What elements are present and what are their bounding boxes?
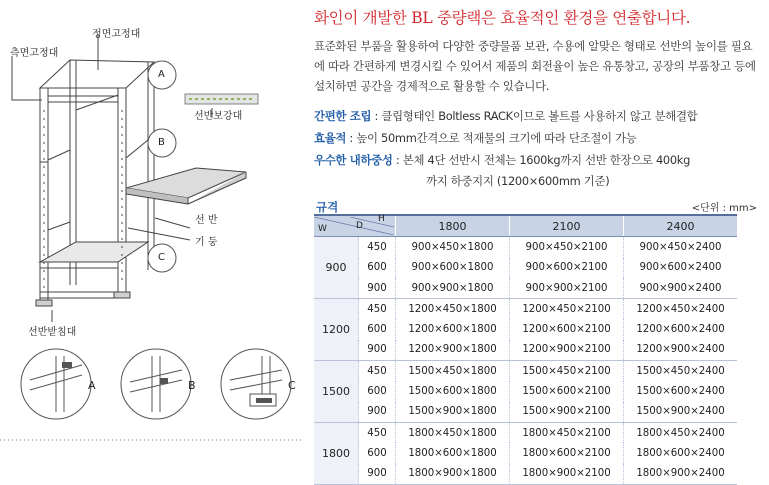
size-cell: 1500×900×1800 bbox=[396, 402, 510, 423]
size-cell: 1500×600×2100 bbox=[510, 381, 624, 401]
spec-unit: <단위 : mm> bbox=[691, 203, 757, 214]
size-cell: 900×450×1800 bbox=[396, 237, 510, 258]
height-col-2100: 2100 bbox=[510, 215, 624, 237]
width-cell: 1200 bbox=[314, 299, 359, 361]
size-cell: 1800×900×2400 bbox=[624, 464, 738, 485]
size-cell: 1500×600×2400 bbox=[624, 381, 738, 401]
size-cell: 900×600×2100 bbox=[510, 258, 624, 278]
detail-b-label: B bbox=[188, 379, 196, 392]
table-row bbox=[314, 402, 737, 423]
depth-cell: 600 bbox=[359, 381, 396, 401]
width-cell: 1800 bbox=[314, 422, 359, 484]
width-cell: 900 bbox=[314, 237, 359, 299]
detail-a-label: A bbox=[88, 379, 96, 392]
table-row bbox=[314, 443, 737, 463]
size-cell: 1800×600×2400 bbox=[624, 443, 738, 463]
feature-efficiency bbox=[314, 130, 637, 146]
spec-corner bbox=[314, 215, 396, 237]
product-info bbox=[304, 0, 769, 483]
depth-cell: 900 bbox=[359, 402, 396, 423]
size-cell: 900×600×2400 bbox=[624, 258, 738, 278]
size-cell: 1200×600×1800 bbox=[396, 319, 510, 339]
table-row bbox=[314, 278, 737, 299]
depth-cell: 900 bbox=[359, 340, 396, 361]
feature-title: 우수한 내하중성 bbox=[314, 153, 393, 167]
size-cell: 900×900×2100 bbox=[510, 278, 624, 299]
feature-text: : 본체 4단 선반시 전체는 1600kg까지 선반 한장으로 400kg bbox=[392, 153, 691, 167]
feature-assembly bbox=[314, 108, 697, 124]
label-shelf-reinforcement: 선반보강대 bbox=[194, 111, 243, 122]
depth-cell: 600 bbox=[359, 443, 396, 463]
table-row bbox=[314, 381, 737, 401]
depth-cell: 900 bbox=[359, 278, 396, 299]
table-row bbox=[314, 258, 737, 278]
feature-title: 효율적 bbox=[314, 131, 347, 145]
size-cell: 900×900×1800 bbox=[396, 278, 510, 299]
depth-cell: 900 bbox=[359, 464, 396, 485]
size-cell: 1500×600×1800 bbox=[396, 381, 510, 401]
label-shelf: 선 반 bbox=[195, 215, 218, 226]
size-cell: 1200×450×2100 bbox=[510, 299, 624, 320]
size-cell: 900×450×2400 bbox=[624, 237, 738, 258]
feature-load bbox=[314, 152, 690, 168]
feature-title: 간편한 조립 bbox=[314, 109, 372, 123]
size-cell: 1800×900×2100 bbox=[510, 464, 624, 485]
table-row bbox=[314, 319, 737, 339]
depth-cell: 450 bbox=[359, 361, 396, 382]
size-cell: 900×600×1800 bbox=[396, 258, 510, 278]
intro-paragraph: 표준화된 부품을 활용하여 다양한 중량물품 보관, 수용에 알맞은 형태로 선반의 높이를 필요에 따라 간편하게 변경시킬 수 있어서 제품의 회전율이 높은 유통창고, 공장의 부품창고 등에 설치하면 공간을 경제적으로 활용할 수 있습니다. bbox=[314, 39, 756, 93]
depth-cell: 450 bbox=[359, 237, 396, 258]
depth-cell: 450 bbox=[359, 299, 396, 320]
rack-illustration bbox=[0, 0, 304, 483]
depth-cell: 600 bbox=[359, 319, 396, 339]
size-cell: 1500×450×2100 bbox=[510, 361, 624, 382]
width-cell: 1500 bbox=[314, 361, 359, 423]
table-row bbox=[314, 361, 737, 382]
depth-cell: 450 bbox=[359, 422, 396, 443]
depth-cell: 600 bbox=[359, 258, 396, 278]
size-cell: 1500×450×1800 bbox=[396, 361, 510, 382]
marker-b: B bbox=[158, 137, 165, 148]
size-cell: 1200×900×2100 bbox=[510, 340, 624, 361]
marker-a: A bbox=[158, 69, 165, 80]
size-cell: 1200×450×2400 bbox=[624, 299, 738, 320]
size-cell: 1800×600×2100 bbox=[510, 443, 624, 463]
spec-table bbox=[314, 214, 737, 485]
axis-h: H bbox=[378, 214, 385, 224]
spec-title: 규격 bbox=[316, 200, 339, 214]
feature-text: : 높이 50mm간격으로 적재물의 크기에 따라 단조절이 가능 bbox=[346, 131, 637, 145]
size-cell: 1800×600×1800 bbox=[396, 443, 510, 463]
size-cell: 1500×900×2400 bbox=[624, 402, 738, 423]
table-row bbox=[314, 422, 737, 443]
detail-c-label: C bbox=[288, 379, 296, 392]
spec-header-row bbox=[314, 215, 737, 237]
feature-load-continued: 까지 하중지지 (1200×600mm 기준) bbox=[426, 174, 610, 188]
size-cell: 1800×450×1800 bbox=[396, 422, 510, 443]
size-cell: 1800×450×2100 bbox=[510, 422, 624, 443]
spec-body bbox=[314, 237, 737, 485]
size-cell: 1500×450×2400 bbox=[624, 361, 738, 382]
table-row bbox=[314, 237, 737, 258]
label-side-frame: 측면고정대 bbox=[10, 48, 59, 59]
size-cell: 900×900×2400 bbox=[624, 278, 738, 299]
table-row bbox=[314, 340, 737, 361]
size-cell: 1200×600×2400 bbox=[624, 319, 738, 339]
size-cell: 1500×900×2100 bbox=[510, 402, 624, 423]
size-cell: 1800×450×2400 bbox=[624, 422, 738, 443]
size-cell: 1200×900×1800 bbox=[396, 340, 510, 361]
axis-w: W bbox=[318, 224, 327, 234]
label-shelf-support: 선반받침대 bbox=[28, 327, 77, 338]
size-cell: 900×450×2100 bbox=[510, 237, 624, 258]
label-front-frame: 정면고정대 bbox=[92, 29, 141, 40]
table-row bbox=[314, 464, 737, 485]
marker-c: C bbox=[158, 252, 165, 263]
feature-text: : 클립형태인 Boltless RACK이므로 볼트를 사용하지 않고 분해결합 bbox=[371, 109, 698, 123]
headline: 화인이 개발한 BL 중량랙은 효율적인 환경을 연출합니다. bbox=[314, 9, 691, 27]
size-cell: 1200×900×2400 bbox=[624, 340, 738, 361]
size-cell: 1200×600×2100 bbox=[510, 319, 624, 339]
table-row bbox=[314, 299, 737, 320]
height-col-1800: 1800 bbox=[396, 215, 510, 237]
axis-d: D bbox=[356, 221, 363, 231]
label-post: 기 둥 bbox=[195, 237, 218, 248]
size-cell: 1200×450×1800 bbox=[396, 299, 510, 320]
height-col-2400: 2400 bbox=[624, 215, 738, 237]
size-cell: 1800×900×1800 bbox=[396, 464, 510, 485]
rack-diagram bbox=[0, 0, 304, 483]
